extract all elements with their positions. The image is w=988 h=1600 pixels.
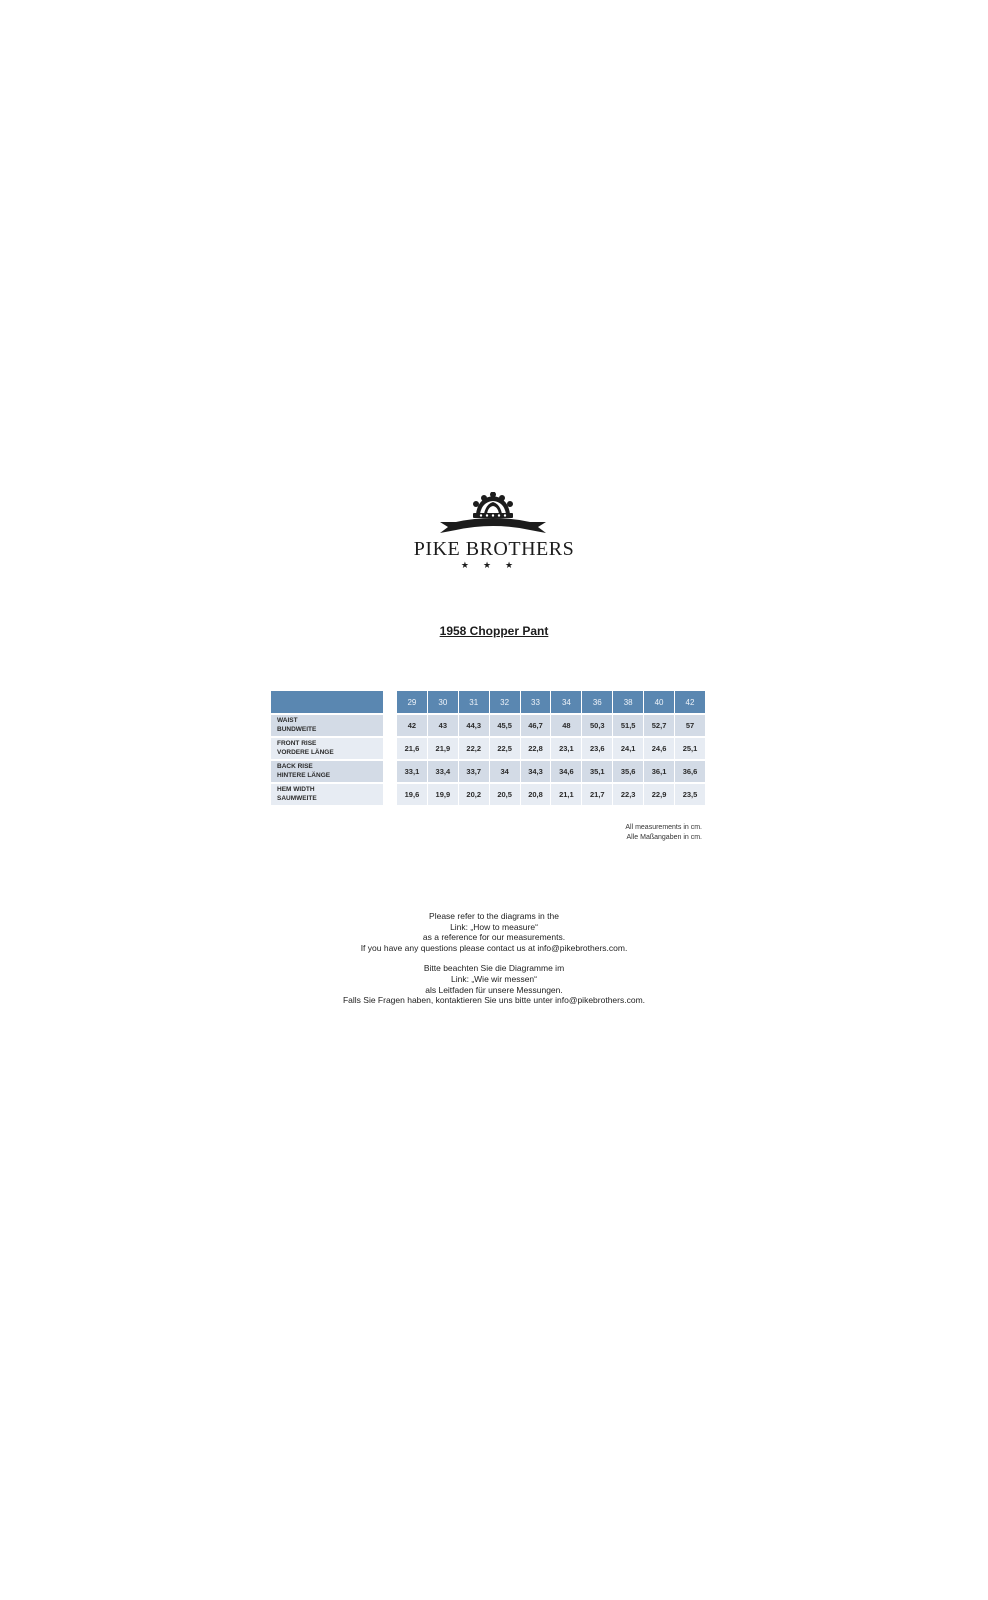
table-cell: 50,3 [582, 713, 612, 736]
table-cell: 33,7 [459, 759, 489, 782]
table-cell: 24,1 [613, 736, 643, 759]
size-header-cell: 30 [428, 691, 458, 713]
table-cell: 43 [428, 713, 458, 736]
info-line: als Leitfaden für unsere Messungen. [425, 984, 563, 995]
info-paragraph-en [244, 911, 744, 953]
table-cell: 20,5 [490, 782, 520, 805]
table-cell: 46,7 [521, 713, 551, 736]
row-label-column [271, 691, 383, 805]
table-cell: 20,8 [521, 782, 551, 805]
row-label-front-rise: FRONT RISE VORDERE LÄNGE [271, 738, 383, 759]
table-cell: 21,9 [428, 736, 458, 759]
table-cell: 21,1 [551, 782, 581, 805]
table-row-hem-width [397, 782, 705, 805]
brand-stars: ★★★ [460, 560, 528, 570]
table-cell: 42 [397, 713, 427, 736]
table-cell: 22,9 [644, 782, 674, 805]
table-cell: 20,2 [459, 782, 489, 805]
row-label-waist: WAIST BUNDWEITE [271, 715, 383, 736]
table-cell: 23,5 [675, 782, 705, 805]
info-line: Link: „How to measure“ [450, 921, 538, 932]
table-cell: 23,1 [551, 736, 581, 759]
size-header-cell: 31 [459, 691, 489, 713]
size-chart-table [396, 691, 706, 805]
size-header-cell: 32 [490, 691, 520, 713]
table-row-front-rise [397, 736, 705, 759]
table-cell: 35,6 [613, 759, 643, 782]
info-line: Link: „Wie wir messen“ [451, 973, 537, 984]
table-cell: 44,3 [459, 713, 489, 736]
table-row-waist [397, 713, 705, 736]
table-cell: 33,4 [428, 759, 458, 782]
table-cell: 34,3 [521, 759, 551, 782]
table-cell: 52,7 [644, 713, 674, 736]
info-text-block [244, 911, 744, 1016]
measurement-note-en: All measurements in cm. [625, 824, 702, 831]
size-header-row [397, 691, 705, 713]
table-row-back-rise [397, 759, 705, 782]
product-title: 1958 Chopper Pant [439, 624, 549, 638]
info-paragraph-de [244, 963, 744, 1005]
info-line: Please refer to the diagrams in the [429, 911, 559, 921]
size-header-cell: 33 [521, 691, 551, 713]
info-line: as a reference for our measurements. [422, 932, 566, 943]
table-cell: 24,6 [644, 736, 674, 759]
size-header-cell: 36 [582, 691, 612, 713]
info-line: Bitte beachten Sie die Diagramme im [423, 963, 565, 974]
table-cell: 45,5 [490, 713, 520, 736]
info-line: Falls Sie Fragen haben, kontaktieren Sie uns bitte unter info@pikebrothers.com. [342, 995, 646, 1006]
measurement-note [592, 823, 702, 843]
label-header-bar [271, 691, 383, 713]
table-cell: 25,1 [675, 736, 705, 759]
size-header-cell: 38 [613, 691, 643, 713]
table-cell: 22,3 [613, 782, 643, 805]
row-label-back-rise: BACK RISE HINTERE LÄNGE [271, 761, 383, 782]
table-cell: 34 [490, 759, 520, 782]
table-cell: 23,6 [582, 736, 612, 759]
table-cell: 19,9 [428, 782, 458, 805]
size-header-cell: 40 [644, 691, 674, 713]
table-cell: 57 [675, 713, 705, 736]
brand-name: PIKE BROTHERS [413, 538, 575, 560]
table-cell: 33,1 [397, 759, 427, 782]
size-header-cell: 34 [551, 691, 581, 713]
table-cell: 21,6 [397, 736, 427, 759]
info-line: If you have any questions please contact us at info@pikebrothers.com. [360, 942, 628, 953]
table-cell: 22,2 [459, 736, 489, 759]
table-cell: 19,6 [397, 782, 427, 805]
size-header-cell: 29 [397, 691, 427, 713]
table-cell: 36,1 [644, 759, 674, 782]
measurement-note-de: Alle Maßangaben in cm. [626, 834, 702, 841]
size-header-cell: 42 [675, 691, 705, 713]
table-cell: 48 [551, 713, 581, 736]
table-cell: 22,5 [490, 736, 520, 759]
table-cell: 34,6 [551, 759, 581, 782]
row-label-hem-width: HEM WIDTH SAUMWEITE [271, 784, 383, 805]
table-cell: 21,7 [582, 782, 612, 805]
table-cell: 22,8 [521, 736, 551, 759]
table-cell: 36,6 [675, 759, 705, 782]
table-cell: 51,5 [613, 713, 643, 736]
table-cell: 35,1 [582, 759, 612, 782]
